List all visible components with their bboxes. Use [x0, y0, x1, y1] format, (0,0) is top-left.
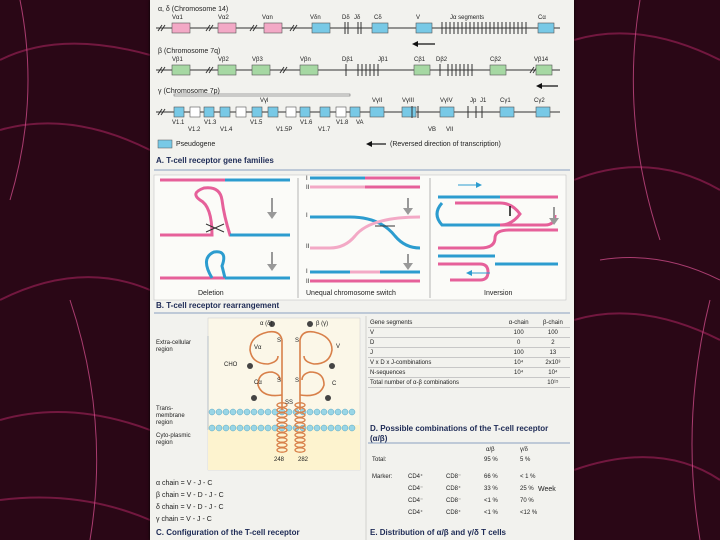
beta-segment-label: Dβ2	[436, 57, 448, 63]
beta-segment-label: Jβ1	[378, 57, 388, 63]
percent-cell: 25 %	[520, 486, 534, 492]
gamma-segment-label-top: Cγ1	[500, 98, 511, 104]
beta-segment-label: Vβ1	[172, 57, 183, 63]
label-cho: CHO	[224, 362, 238, 368]
marker-cell: CD4⁻	[408, 486, 424, 492]
residue-282: 282	[298, 457, 309, 463]
label-s-4: S	[295, 378, 300, 384]
row-label: V x D x J-combinations	[368, 358, 502, 368]
beta-segment-label: Vβ14	[534, 57, 549, 63]
beta-header: β (Chromosome 7q)	[158, 48, 221, 55]
marker-cell: CD4⁺	[408, 510, 424, 516]
alpha-delta-segment-label: Cδ	[374, 15, 382, 21]
table-row	[368, 338, 570, 348]
beta-segment-label: Cβ1	[414, 57, 426, 63]
region-transmembrane: Trans-membrane region	[156, 406, 185, 427]
gamma-segment-label-bottom: V1.1	[172, 120, 185, 126]
gamma-segment-label-bottom: V1.3	[204, 120, 217, 126]
residue-248: 248	[274, 457, 285, 463]
percent-cell: 70 %	[520, 498, 534, 504]
alpha-delta-segment-label: Jα segments	[450, 15, 485, 21]
marker-cell: CD4⁻	[408, 498, 424, 504]
beta-segment-label: Vβn	[300, 57, 311, 63]
domain-v-alpha: Vα	[254, 345, 262, 351]
gamma-segment-label-bottom: V1.8	[336, 120, 349, 126]
switch-label-i-mid: I	[306, 213, 308, 219]
domain-v-beta: V	[336, 344, 341, 350]
textbook-page	[150, 0, 574, 540]
total-gamma-delta: 5 %	[520, 457, 531, 463]
gamma-segment-label-top: J1	[480, 98, 487, 104]
domain-c-alpha: Cα	[254, 380, 262, 386]
panel-a-gene-families	[156, 22, 560, 148]
cell-value: 100	[502, 328, 536, 338]
week-label: Week	[538, 486, 556, 493]
percent-cell: <1 %	[484, 498, 498, 504]
label-s-2: S	[295, 338, 300, 344]
cell-value: 10¹⁵	[536, 378, 570, 388]
domain-c-beta: C	[332, 381, 337, 387]
legend-reversed-direction: (Reversed direction of transcription)	[390, 141, 501, 148]
beta-segment-label: Dβ1	[342, 57, 354, 63]
gamma-segment-label-top: VγIII	[402, 98, 415, 104]
percent-cell: < 1 %	[520, 474, 536, 480]
region-extracellular: Extra-cellular region	[156, 340, 192, 354]
table-row	[368, 358, 570, 368]
panel-d-caption: D. Possible combinations of the T-cell receptor (α/β)	[370, 424, 549, 443]
row-label: J	[368, 348, 502, 358]
cell-value	[502, 378, 536, 388]
formula-gamma: γ chain = V - J - C	[156, 516, 212, 523]
gamma-segment-label-top: Cγ2	[534, 98, 545, 104]
marker-cell: CD4⁺	[408, 474, 424, 480]
formula-delta: δ chain = V - D - J - C	[156, 504, 224, 511]
alpha-delta-segment-label: Jδ	[354, 15, 361, 21]
table-row	[368, 378, 570, 388]
alpha-delta-segment-label: V	[416, 15, 421, 21]
header-alpha-chain: α-chain	[502, 318, 536, 328]
region-cytoplasmic: Cyto-plasmic region	[156, 433, 191, 447]
cell-value: 10⁴	[536, 368, 570, 378]
gamma-segment-label-top: VγIV	[440, 98, 453, 104]
cell-value: 2x10³	[536, 358, 570, 368]
percent-cell: 66 %	[484, 474, 498, 480]
label-ss: SS	[285, 400, 294, 406]
cell-value: 2	[536, 338, 570, 348]
marker-cell: CD8⁺	[446, 510, 462, 516]
table-row	[368, 328, 570, 338]
panel-e-caption: E. Distribution of α/β and γ/δ T cells	[370, 528, 506, 537]
marker-cell: CD8⁻	[446, 498, 462, 504]
gamma-segment-label-bottom: V1.2	[188, 127, 201, 133]
cell-value: 13	[536, 348, 570, 358]
label-inversion: Inversion	[484, 290, 513, 297]
gamma-segment-label-bottom: V1.7	[318, 127, 331, 133]
chain-beta-gamma: β (γ)	[316, 321, 329, 327]
panel-c-caption: C. Configuration of the T-cell receptor	[156, 528, 300, 537]
gamma-segment-label-bottom: V1.4	[220, 127, 233, 133]
gamma-segment-label-top: Jp	[470, 98, 477, 104]
switch-label-ii-bottom: II	[306, 279, 310, 285]
col-header-alpha-beta: α/β	[486, 447, 495, 453]
gamma-segment-label-bottom: V1.6	[300, 120, 313, 126]
gamma-segment-label-bottom: VII	[446, 127, 454, 133]
label-unequal-switch: Unequal chromosome switch	[306, 290, 396, 297]
percent-cell: <1 %	[484, 510, 498, 516]
label-s-3: S	[277, 378, 282, 384]
chain-alpha-delta: α (δ)	[260, 321, 273, 327]
total-alpha-beta: 95 %	[484, 457, 498, 463]
cell-value: 10⁴	[502, 368, 536, 378]
panel-b-caption: B. T-cell receptor rearrangement	[156, 301, 280, 310]
alpha-delta-segment-label: Vδn	[310, 15, 321, 21]
figure-graphics	[150, 0, 574, 540]
row-label: V	[368, 328, 502, 338]
header-gene-segments: Gene segments	[368, 318, 502, 328]
table-row	[368, 368, 570, 378]
gamma-header: γ (Chromosome 7p)	[158, 88, 220, 95]
panel-c-configuration	[208, 318, 360, 470]
cell-value: 10⁴	[502, 358, 536, 368]
gamma-segment-label-top: Vγl	[260, 98, 269, 104]
col-header-gamma-delta: γ/δ	[520, 447, 529, 453]
alpha-delta-segment-label: Dδ	[342, 15, 350, 21]
percent-cell: <12 %	[520, 510, 538, 516]
cell-value: 0	[502, 338, 536, 348]
marker-label: Marker:	[372, 474, 393, 480]
switch-label-i-bottom: I	[306, 269, 308, 275]
beta-segment-label: Cβ2	[490, 57, 502, 63]
label-s-1: S	[277, 338, 282, 344]
panel-a-caption: A. T-cell receptor gene families	[156, 156, 274, 165]
cell-value: 100	[536, 328, 570, 338]
gamma-segment-label-bottom: V1.5	[250, 120, 263, 126]
beta-segment-label: Vβ2	[218, 57, 229, 63]
row-label: D	[368, 338, 502, 348]
table-header-row	[368, 318, 570, 328]
switch-label-ii-top: II	[306, 185, 310, 191]
beta-segment-label: Vβ3	[252, 57, 263, 63]
alpha-delta-segment-label: Vα2	[218, 15, 229, 21]
marker-cell: CD8⁻	[446, 474, 462, 480]
label-deletion: Deletion	[198, 290, 224, 297]
formula-alpha: α chain = V - J - C	[156, 480, 213, 487]
header-beta-chain: β-chain	[536, 318, 570, 328]
row-label: Total number of α-β combinations	[368, 378, 502, 388]
gamma-segment-label-bottom: V1.5P	[276, 127, 293, 133]
switch-label-i-top: I	[306, 176, 308, 182]
marker-cell: CD8⁺	[446, 486, 462, 492]
total-label: Total:	[372, 457, 387, 463]
switch-label-ii-mid: II	[306, 244, 310, 250]
table-row	[368, 348, 570, 358]
panel-b-rearrangement	[154, 175, 566, 300]
alpha-delta-segment-label: Vα1	[172, 15, 183, 21]
row-label: N-sequences	[368, 368, 502, 378]
alpha-delta-header: α, δ (Chromosome 14)	[158, 6, 229, 13]
percent-cell: 33 %	[484, 486, 498, 492]
cell-value: 100	[502, 348, 536, 358]
alpha-delta-segment-label: Vαn	[262, 15, 273, 21]
formula-beta: β chain = V - D - J - C	[156, 492, 224, 499]
combinations-table	[368, 318, 570, 388]
legend-pseudogene: Pseudogene	[176, 141, 216, 148]
gamma-segment-label-bottom: VA	[356, 120, 364, 126]
alpha-delta-segment-label: Cα	[538, 15, 546, 21]
gamma-segment-label-bottom: VB	[428, 127, 437, 133]
gamma-segment-label-top: VγII	[372, 98, 383, 104]
